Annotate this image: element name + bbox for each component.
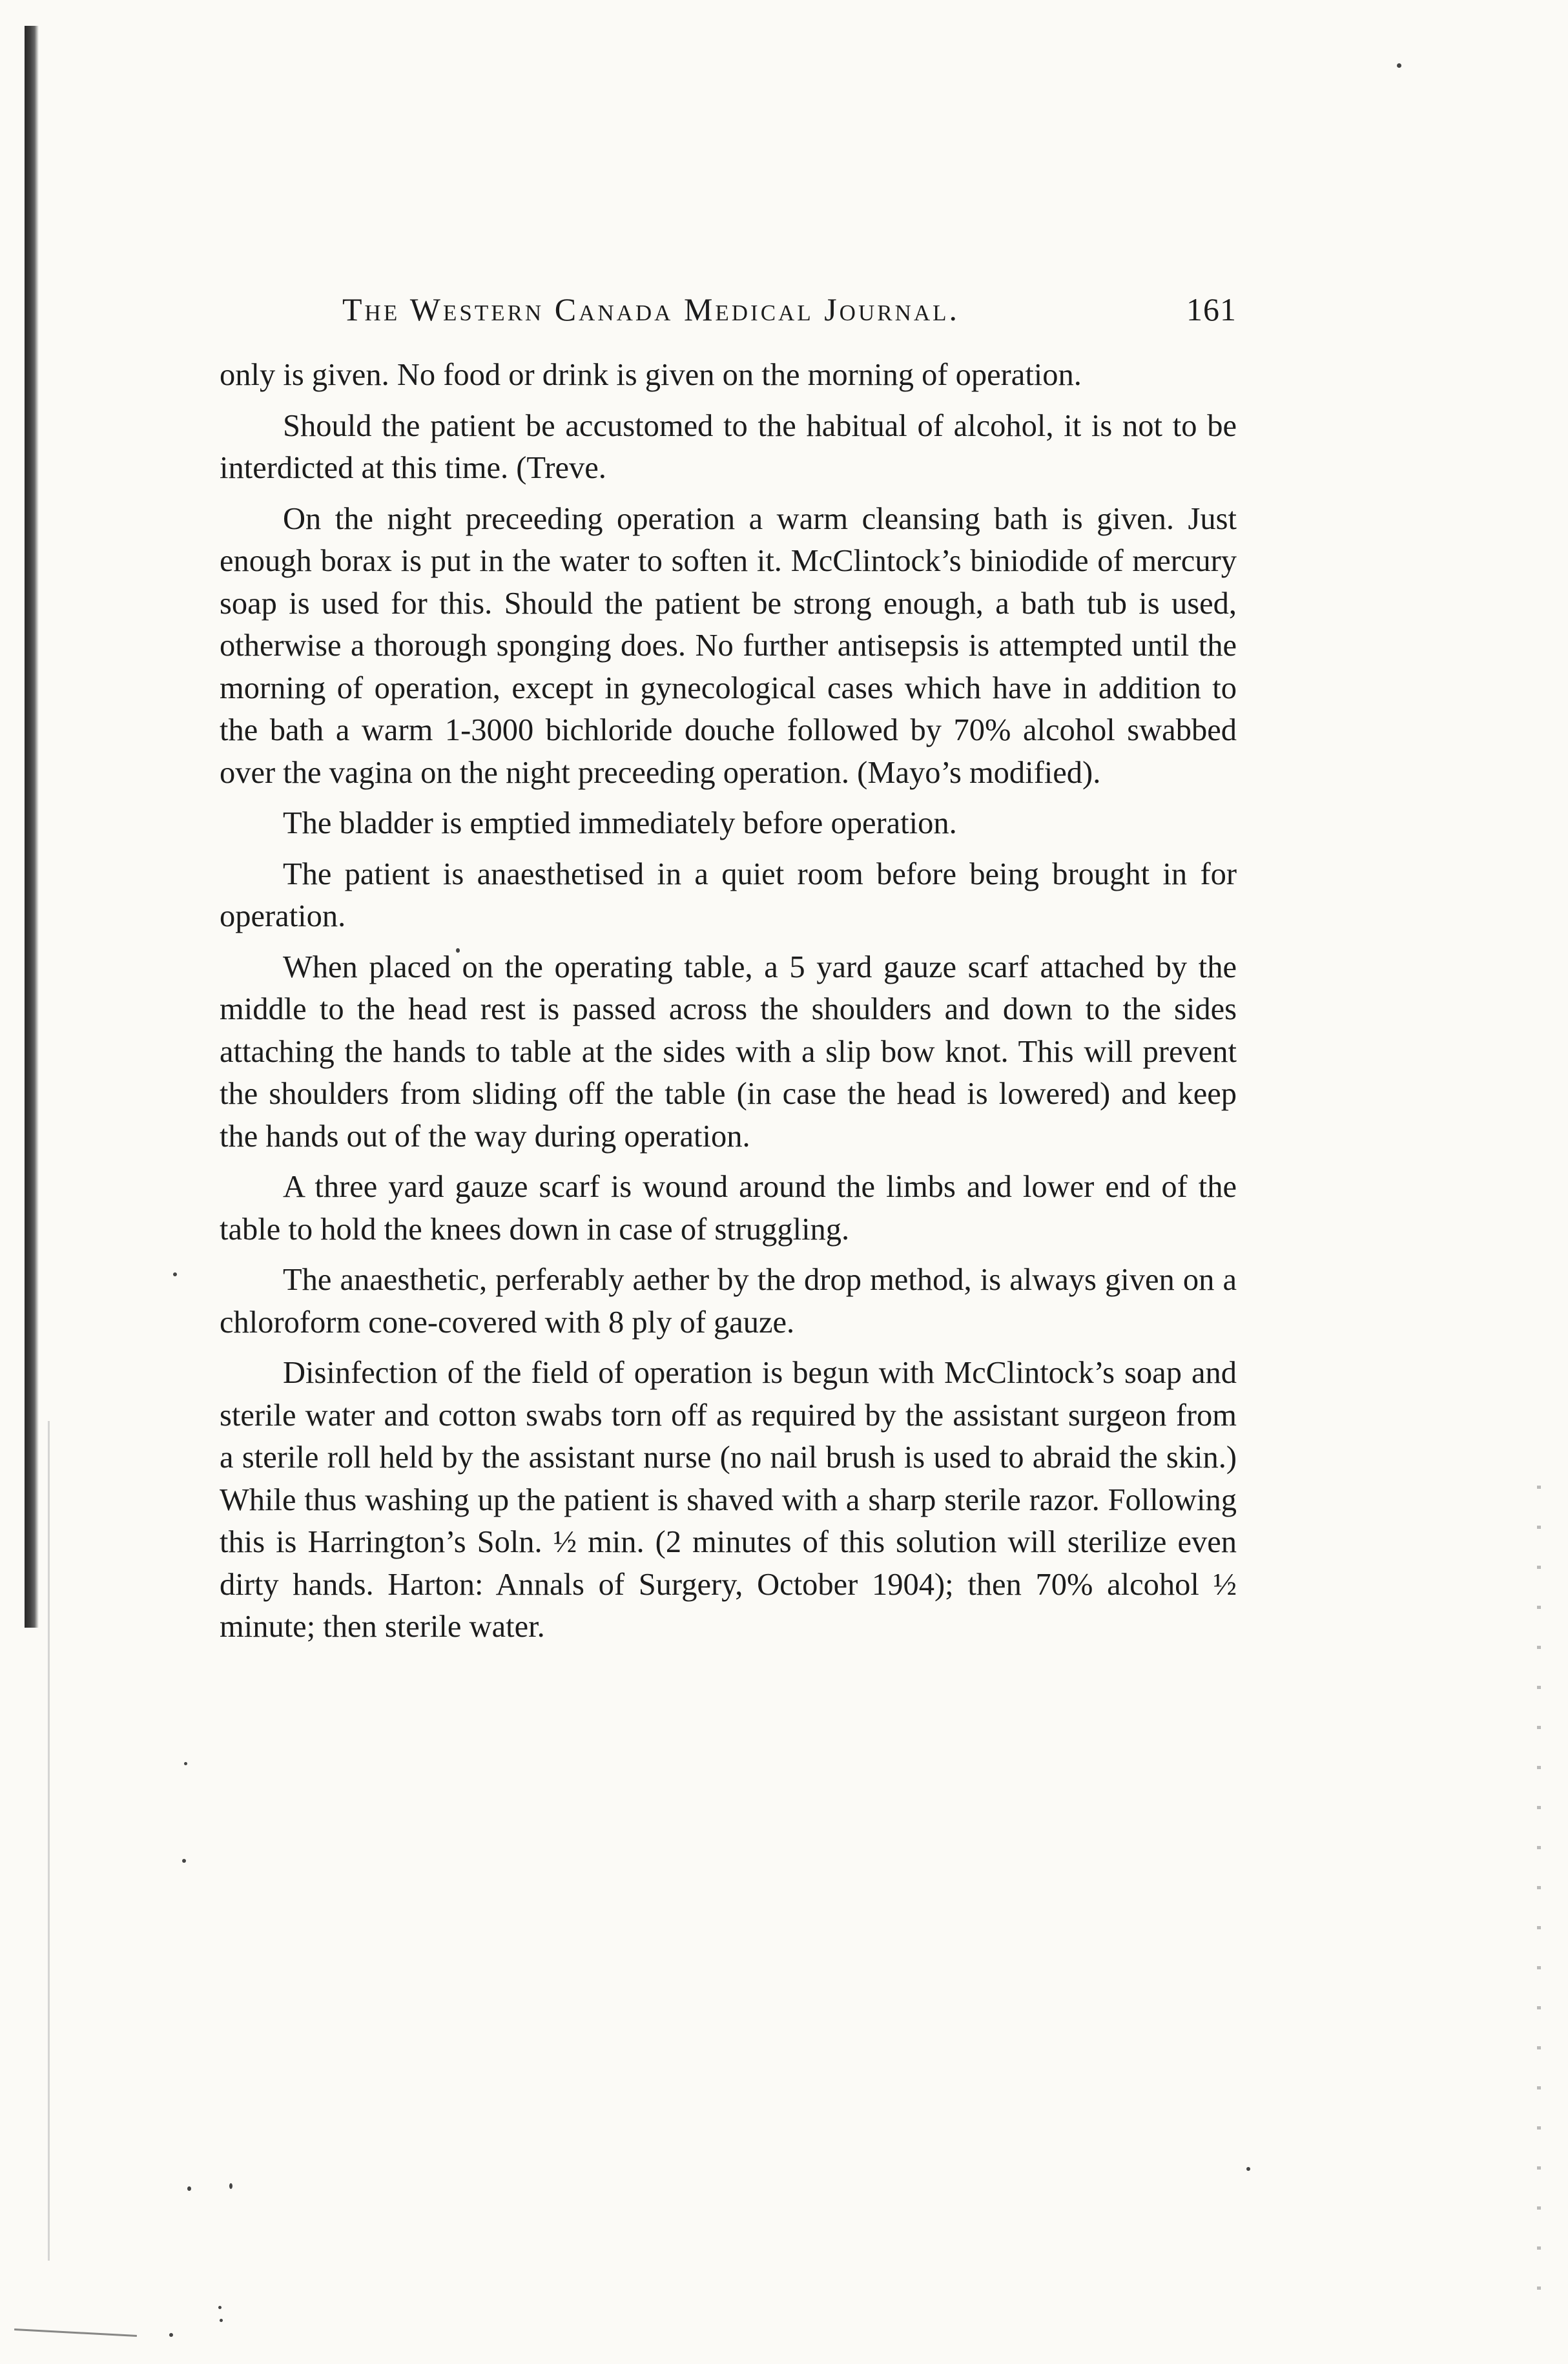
- margin-speckles: [1537, 1486, 1541, 2325]
- journal-title: The Western Canada Medical Journal.: [342, 291, 960, 327]
- paragraph: The anaesthetic, perferably aether by the drop method, is always given on a chloroform cone-covered with 8 ply of gauze.: [220, 1263, 1237, 1340]
- journal-page: [220, 291, 1237, 1657]
- corner-pencil-mark: [14, 2328, 137, 2337]
- paragraph: When placed on the operating table, a 5 yard gauze scarf attached by the middle to the head rest is passed across the shoulders and down to the sides attaching the hands to table at the sides with a slip bow knot. This will prevent the shoulders from sliding off the table (in case the head is lowered) and keep the hands out of the way during operation.: [220, 949, 1237, 1154]
- binding-edge-faint-line: [48, 1421, 50, 2261]
- running-head: [220, 291, 1237, 342]
- paragraph: The bladder is emptied immediately before operation.: [283, 806, 957, 840]
- paragraph: Should the patient be accustomed to the habitual of alcohol, it is not to be interdicted at this time. (Treve.: [220, 408, 1237, 485]
- binding-edge-shadow: [25, 26, 39, 1628]
- page-number: 161: [1186, 291, 1237, 327]
- paragraph: On the night preceeding operation a warm cleansing bath is given. Just enough borax is put in the water to soften it. McClintock’s biniodide of mercury soap is used for this. Should the patient be strong enough, a bath tub is used, otherwise a thorough sponging does. No further antisepsis is attempted until the morning of operation, except in gynecological cases which have in addition to the bath a warm 1-3000 bichloride douche followed by 70% alcohol swabbed over the vagina on the night preceeding operation. (Mayo’s modified).: [220, 501, 1237, 790]
- paragraph: The patient is anaesthetised in a quiet room before being brought in for operation.: [220, 856, 1237, 933]
- article-body: [220, 354, 1237, 1648]
- paragraph: A three yard gauze scarf is wound around the limbs and lower end of the table to hold the knees down in case of struggling.: [220, 1170, 1237, 1247]
- paragraph: Disinfection of the field of operation is begun with McClintock’s soap and sterile water and cotton swabs torn off as required by the assistant surgeon from a sterile roll held by the assistant nurse (no nail brush is used to abraid the skin.) While thus washing up the patient is shaved with a sharp sterile razor. Following this is Harrington’s Soln. ½ min. (2 minutes of this solution will sterilize even dirty hands. Harton: Annals of Surgery, October 1904); then 70% alcohol ½ minute; then sterile water.: [220, 1356, 1237, 1644]
- paragraph: only is given. No food or drink is given on the morning of operation.: [220, 358, 1082, 392]
